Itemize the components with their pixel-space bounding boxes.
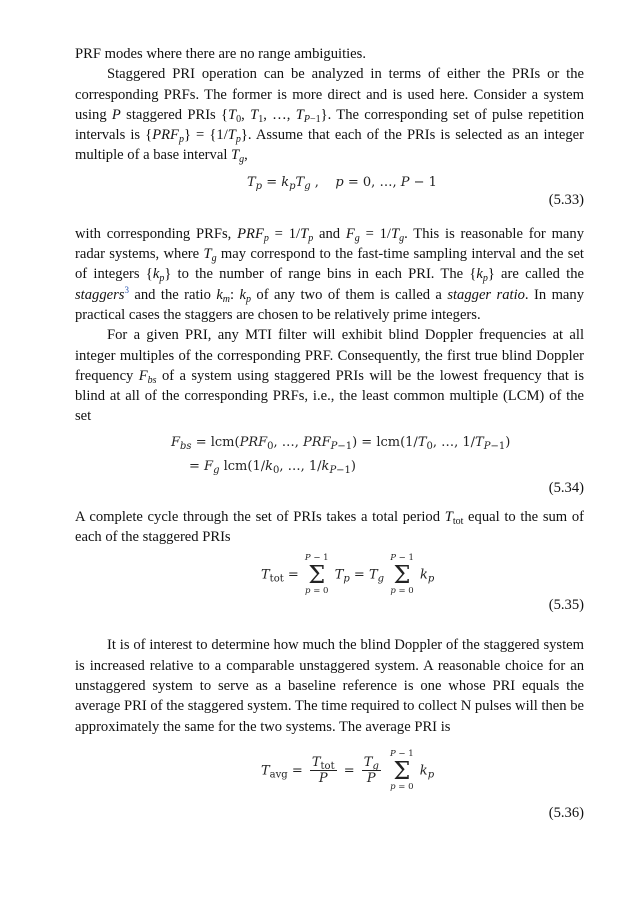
equation-5-33 [75, 166, 584, 220]
equation-number: (5.33) [548, 191, 584, 208]
paragraph-staggers: with corresponding PRFs, $PRF_p = 1/T_p$ and $F_g = 1/T_g$. This is reasonable for many radar systems, where $T_g$ may correspond to the fast-time sampling interval and the set of integers $\{k_p\}$ to the number of range bins in each PRI. The $\{k_p\}$ are called the staggers$^3$ and the ratio $k_m$: $k_p$ of any two of them is called a stagger ratio. In many practical cases the staggers are chosen to be relatively prime integers. [75, 225, 584, 323]
equation-5-36 [75, 737, 584, 821]
equation-body: $T_p = k_pT_g$ , p = 0, …, P − 1 [247, 174, 437, 192]
equation-body: $T_{tot}$ = P − 1 Σ p = 0 $T_p = T_g$ P − 1 Σ p = 0 $k_p$ [261, 553, 435, 597]
equation-number: (5.34) [548, 479, 584, 496]
equation-body: $T_{avg}$ = $\frac{T_{tot}}{P}$ = $\frac{T_g}{P}$ P − 1 Σ p = 0 $k_p$ [261, 748, 435, 792]
equation-5-35 [75, 547, 584, 623]
paragraph-staggered-pri: Staggered PRI operation can be analyzed in terms of either the PRIs or the corresponding PRFs. The former is more direct and is used here. Consider a system using P staggered PRIs {$T_0$, $T_1$, …, $T_{P-1}$}. The corresponding set of pulse repetition intervals is $\{PRF_p\} = \{1/T_p\}$. Assume that each of the PRIs is selected as an integer multiple of a base interval $T_g$, [75, 66, 585, 166]
equation-5-34 [75, 427, 584, 507]
paragraph-continuation: PRF modes where there are no range ambiguities. [75, 46, 366, 62]
equation-body: $F_{bs} = lcm(PRF_0$, …, $PRF_{P-1}) = lcm(1/T_0$, …, $1/T_{P-1}$) [171, 434, 511, 452]
paragraph-blind-doppler: For a given PRI, any MTI filter will exhibit blind Doppler frequencies at all integer multiples of the corresponding PRF. Consequently, the first true blind Doppler frequency $F_{bs}$ of a system using staggered PRIs will be the lowest frequency that is blind at all of the corresponding PRFs, i.e., the least common multiple (LCM) of the set [75, 327, 584, 425]
paragraph-total-period: A complete cycle through the set of PRIs takes a total period $T_{tot}$ equal to the sum of each of the staggered PRIs [75, 508, 584, 546]
equation-number: (5.35) [548, 597, 584, 614]
equation-body: = $F_g$ $lcm(1/k_0$, …, $1/k_{P-1}$) [189, 458, 356, 476]
footnote-link[interactable]: 3 [124, 284, 129, 295]
equation-number: (5.36) [548, 804, 584, 821]
paragraph-unstaggered: It is of interest to determine how much the blind Doppler of the staggered system is increased relative to a comparable unstaggered system. A reasonable choice for an unstaggered system to serve as a baseline reference is one whose PRI equals the average PRI of the staggered system. The time required to collect N pulses will then be approximately the same for the two systems. The average PRI is [75, 637, 584, 735]
page-text [75, 44, 585, 821]
